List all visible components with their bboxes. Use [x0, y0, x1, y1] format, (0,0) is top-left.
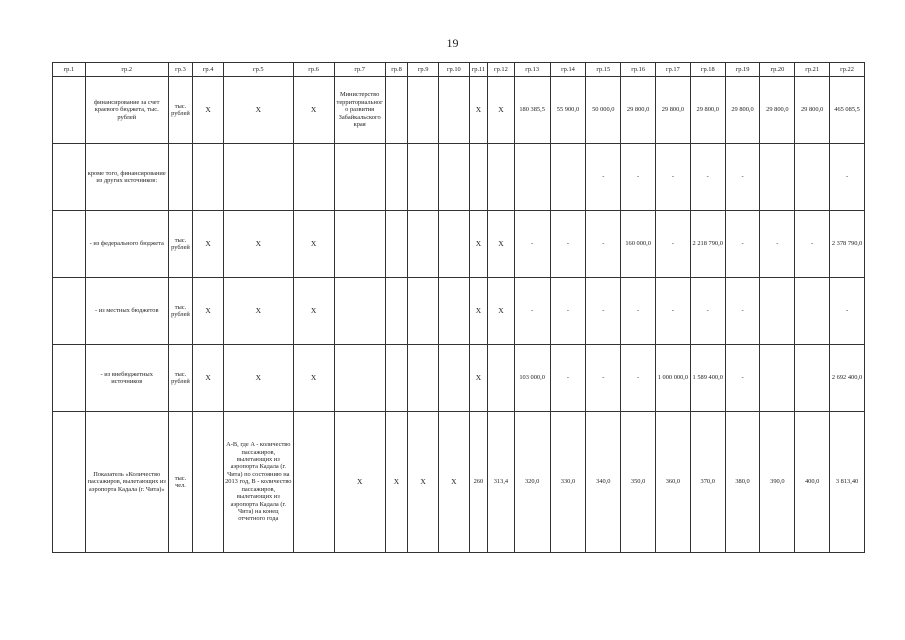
table-cell: X	[469, 77, 487, 144]
table-cell: -	[656, 211, 691, 278]
table-cell	[53, 345, 86, 412]
table-cell: X	[488, 77, 515, 144]
table-cell: -	[725, 211, 760, 278]
column-header: гр.14	[550, 63, 586, 77]
column-header: гр.5	[223, 63, 293, 77]
table-cell	[53, 211, 86, 278]
table-cell: 29 800,0	[690, 77, 725, 144]
table-cell: 103 000,0	[514, 345, 550, 412]
table-cell: X	[469, 211, 487, 278]
column-header: гр.16	[621, 63, 656, 77]
table-cell: 320,0	[514, 412, 550, 553]
table-cell	[438, 278, 469, 345]
table-cell	[550, 144, 586, 211]
table-cell: X	[293, 345, 334, 412]
table-cell: -	[586, 278, 621, 345]
table-row	[53, 144, 865, 211]
table-cell: -	[514, 278, 550, 345]
program-table	[52, 62, 865, 553]
column-header: гр.7	[334, 63, 385, 77]
table-cell: 50 000,0	[586, 77, 621, 144]
table-cell	[408, 278, 439, 345]
table-cell: финансирование за счет краевого бюджета, тыс. рублей	[85, 77, 168, 144]
table-cell	[334, 345, 385, 412]
table-cell: 465 085,5	[830, 77, 865, 144]
table-cell: тыс. рублей	[168, 345, 193, 412]
table-cell: - из местных бюджетов	[85, 278, 168, 345]
column-header: гр.22	[830, 63, 865, 77]
table-cell	[385, 77, 408, 144]
table-cell: -	[586, 211, 621, 278]
table-cell	[469, 144, 487, 211]
page-number: 19	[446, 36, 459, 50]
column-header: гр.6	[293, 63, 334, 77]
table-cell	[408, 77, 439, 144]
table-cell: -	[621, 278, 656, 345]
table-cell: -	[690, 144, 725, 211]
table-cell	[53, 278, 86, 345]
table-cell: -	[830, 144, 865, 211]
table-cell: 360,0	[656, 412, 691, 553]
table-cell: 340,0	[586, 412, 621, 553]
table-cell: X	[293, 77, 334, 144]
table-cell: 1 589 400,0	[690, 345, 725, 412]
table-cell: X	[469, 278, 487, 345]
table-cell: -	[830, 278, 865, 345]
table-cell	[488, 345, 515, 412]
table-cell: 1 000 000,0	[656, 345, 691, 412]
table-cell: -	[725, 144, 760, 211]
table-cell: 29 800,0	[656, 77, 691, 144]
table-cell: X	[193, 211, 224, 278]
table-cell	[334, 211, 385, 278]
table-cell	[408, 345, 439, 412]
table-cell: X	[408, 412, 439, 553]
column-header: гр.15	[586, 63, 621, 77]
table-cell: 2 378 790,0	[830, 211, 865, 278]
table-cell: 260	[469, 412, 487, 553]
table-cell: -	[621, 144, 656, 211]
table-cell	[53, 144, 86, 211]
table-cell	[385, 211, 408, 278]
table-cell	[795, 345, 830, 412]
table-cell: - из федерального бюджета	[85, 211, 168, 278]
table-row	[53, 345, 865, 412]
column-header: гр.9	[408, 63, 439, 77]
table-cell: тыс. рублей	[168, 77, 193, 144]
table-cell: X	[223, 278, 293, 345]
column-header: гр.3	[168, 63, 193, 77]
table-cell	[488, 144, 515, 211]
table-cell: X	[469, 345, 487, 412]
table-cell: -	[621, 345, 656, 412]
column-header: гр.10	[438, 63, 469, 77]
table-row	[53, 211, 865, 278]
table-cell: X	[488, 211, 515, 278]
table-cell: X	[193, 77, 224, 144]
table-cell: 29 800,0	[760, 77, 795, 144]
table-cell: A-B, где A - количество пассажиров, вылетающих из аэропорта Кадала (г. Чита) по состоянию на 2013 год, B - количество пассажиров, вылетающих из аэропорта Кадала (г. Чита) на конец отчетного года	[223, 412, 293, 553]
table-cell	[334, 144, 385, 211]
table-cell: 350,0	[621, 412, 656, 553]
table-cell	[438, 144, 469, 211]
column-header: гр.12	[488, 63, 515, 77]
table-cell: X	[438, 412, 469, 553]
table-cell: X	[334, 412, 385, 553]
table-cell: X	[293, 278, 334, 345]
column-header: гр.19	[725, 63, 760, 77]
table-cell: -	[550, 345, 586, 412]
table-cell: X	[488, 278, 515, 345]
table-cell	[385, 345, 408, 412]
table-cell: X	[223, 211, 293, 278]
table-cell: X	[193, 345, 224, 412]
table-cell: -	[586, 144, 621, 211]
table-cell	[193, 144, 224, 211]
table-cell: Показатель «Количество пассажиров, вылетающих из аэропорта Кадала (г. Чита)»	[85, 412, 168, 553]
table-cell: 370,0	[690, 412, 725, 553]
table-cell: 2 692 400,0	[830, 345, 865, 412]
column-header: гр.17	[656, 63, 691, 77]
table-cell: -	[795, 211, 830, 278]
table-cell	[223, 144, 293, 211]
table-cell	[408, 211, 439, 278]
table-cell	[385, 278, 408, 345]
table-cell	[438, 77, 469, 144]
column-header: гр.1	[53, 63, 86, 77]
column-header: гр.2	[85, 63, 168, 77]
table-cell: X	[385, 412, 408, 553]
table-cell: 29 800,0	[725, 77, 760, 144]
table-cell: -	[550, 211, 586, 278]
table-cell: X	[223, 77, 293, 144]
table-cell: тыс. чел.	[168, 412, 193, 553]
column-header: гр.21	[795, 63, 830, 77]
table-cell	[53, 77, 86, 144]
table-cell: 29 800,0	[621, 77, 656, 144]
table-cell: 180 385,5	[514, 77, 550, 144]
table-cell: -	[690, 278, 725, 345]
table-cell: -	[656, 278, 691, 345]
column-header: гр.13	[514, 63, 550, 77]
column-header: гр.11	[469, 63, 487, 77]
table-cell	[438, 345, 469, 412]
table-cell	[293, 144, 334, 211]
table-cell: Министерство территориального развития Забайкальского края	[334, 77, 385, 144]
table-cell	[385, 144, 408, 211]
table-cell: 400,0	[795, 412, 830, 553]
table-cell: X	[293, 211, 334, 278]
table-row	[53, 77, 865, 144]
table-cell	[438, 211, 469, 278]
table-cell: 2 218 790,0	[690, 211, 725, 278]
table-cell	[795, 278, 830, 345]
table-row	[53, 412, 865, 553]
table-cell: кроме того, финансирование из других источников:	[85, 144, 168, 211]
column-header: гр.4	[193, 63, 224, 77]
table-cell	[334, 278, 385, 345]
table-cell: X	[193, 278, 224, 345]
table-cell: -	[725, 278, 760, 345]
table-cell	[193, 412, 224, 553]
table-cell: 160 000,0	[621, 211, 656, 278]
table-cell: 313,4	[488, 412, 515, 553]
column-header: гр.20	[760, 63, 795, 77]
table-cell: тыс. рублей	[168, 278, 193, 345]
table-cell: - из внебюджетных источников	[85, 345, 168, 412]
table-cell: тыс. рублей	[168, 211, 193, 278]
table-cell: -	[725, 345, 760, 412]
table-cell: 3 813,40	[830, 412, 865, 553]
table-cell: 390,0	[760, 412, 795, 553]
column-header: гр.18	[690, 63, 725, 77]
table-cell: -	[656, 144, 691, 211]
table-cell	[53, 412, 86, 553]
table-cell: 330,0	[550, 412, 586, 553]
table-row	[53, 278, 865, 345]
table-cell: -	[760, 211, 795, 278]
column-header: гр.8	[385, 63, 408, 77]
table-cell	[760, 278, 795, 345]
table-cell: X	[223, 345, 293, 412]
table-cell: -	[514, 211, 550, 278]
table-cell	[293, 412, 334, 553]
table-cell	[760, 345, 795, 412]
table-cell	[408, 144, 439, 211]
table-cell: -	[550, 278, 586, 345]
header-row	[53, 63, 865, 77]
table-cell	[514, 144, 550, 211]
table-cell	[168, 144, 193, 211]
table-cell: 29 800,0	[795, 77, 830, 144]
table-cell: 55 900,0	[550, 77, 586, 144]
table-cell: -	[586, 345, 621, 412]
table-cell	[795, 144, 830, 211]
table-cell	[760, 144, 795, 211]
table-cell: 380,0	[725, 412, 760, 553]
